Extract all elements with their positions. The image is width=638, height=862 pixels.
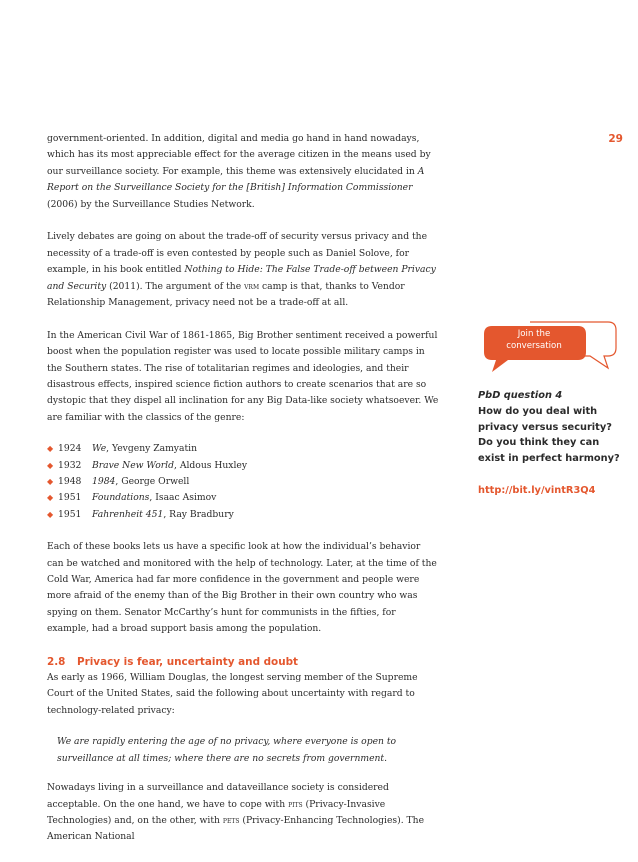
section-number: 2.8 — [47, 656, 66, 669]
vrm-abbrev: vrm — [244, 280, 260, 292]
sidebar-question — [478, 388, 628, 499]
paragraph-trade-off: Lively debates are going on about the trade-off of security versus privacy and the necessity of a trade-off is even contested by people such as Daniel Solove, for example, in his book entitled Nothing to Hide: The False Trade-off between Privacy and Security (2011). The argument of the vrm camp is that, thanks to Vendor Relationship Management, privacy need not be a trade-off at all. — [47, 231, 436, 309]
paragraph-cold-war: Each of these books lets us have a specific look at how the individual’s behavior can be watched and monitored with the help of technology. Later, at the time of the Cold War, America had far more confidence in the government and people were more afraid of the enemy than of the Big Brother in their own country who was spying on them. Senator McCarthy’s hunt for communists in the fifties, for example, had a broad support basis among the population. — [47, 541, 437, 635]
paragraph-surveillance-report: government-oriented. In addition, digital and media go hand in hand nowadays, which has its most appreciable effect for the average citizen in the means used by our surveillance society. For example, this theme was extensively elucidated in A Report on the Surveillance Society for the [British] Information Commissioner (2006) by the Surveillance Studies Network. — [47, 133, 431, 210]
pets-abbrev: pets — [222, 814, 240, 826]
diamond-bullet-icon: ◆ — [47, 477, 54, 487]
diamond-bullet-icon: ◆ — [47, 444, 54, 454]
book-title-nothing-to-hide: Nothing to Hide: The False Trade-off between Privacy and Security — [47, 264, 436, 292]
douglas-quote: We are rapidly entering the age of no privacy, where everyone is open to surveillance at all times; where there are no secrets from government. — [57, 736, 397, 764]
conversation-bubble — [478, 316, 623, 374]
section-title: Privacy is fear, uncertainty and doubt — [77, 656, 299, 669]
section-heading — [47, 654, 439, 670]
paragraph-pits-pets: Nowadays living in a surveillance and dataveillance society is considered acceptable. On the one hand, we have to cope with pits (Privacy-Invasive Technologies) and, on the other, with pets (Privacy-Enhancing Technologies). The American National — [47, 782, 425, 843]
diamond-bullet-icon: ◆ — [47, 509, 54, 519]
page-number: 29 — [608, 133, 623, 145]
diamond-bullet-icon: ◆ — [47, 493, 54, 503]
paragraph-civil-war: In the American Civil War of 1861-1865, Big Brother sentiment received a powerful boost when the population register was used to locate possible military camps in the Southern states. The rise of totalitarian regimes and ideologies, and their disastrous effects, inspired science fiction authors to create scenarios that are so dystopic that they dispel all inclination for any Big Data-like society whatsoever. We are familiar with the classics of the genre: — [47, 329, 439, 423]
book-list — [47, 441, 439, 523]
list-item: ◆ 1948 1984 , George Orwell — [47, 474, 439, 490]
main-column — [47, 131, 439, 862]
question-link[interactable]: http://bit.ly/vintR3Q4 — [478, 484, 596, 496]
question-text: How do you deal with privacy versus security? Do you think they can exist in perfect harmony? — [478, 405, 620, 465]
list-item: ◆ 1932 Brave New World , Aldous Huxley — [47, 458, 439, 474]
bubble-label: Join the conversation — [506, 329, 562, 351]
diamond-bullet-icon: ◆ — [47, 460, 54, 470]
paragraph-douglas: As early as 1966, William Douglas, the longest serving member of the Supreme Court of the United States, said the following about uncertainty with regard to technology-related privacy: — [47, 672, 418, 716]
pits-abbrev: pits — [288, 798, 303, 810]
list-item: ◆ 1951 Fahrenheit 451 , Ray Bradbury — [47, 507, 439, 523]
list-item: ◆ 1924 We , Yevgeny Zamyatin — [47, 441, 439, 457]
list-item: ◆ 1951 Foundations , Isaac Asimov — [47, 490, 439, 506]
question-title: PbD question 4 — [478, 390, 563, 401]
report-title: A Report on the Surveillance Society for the [British] Information Commissioner — [47, 165, 425, 194]
